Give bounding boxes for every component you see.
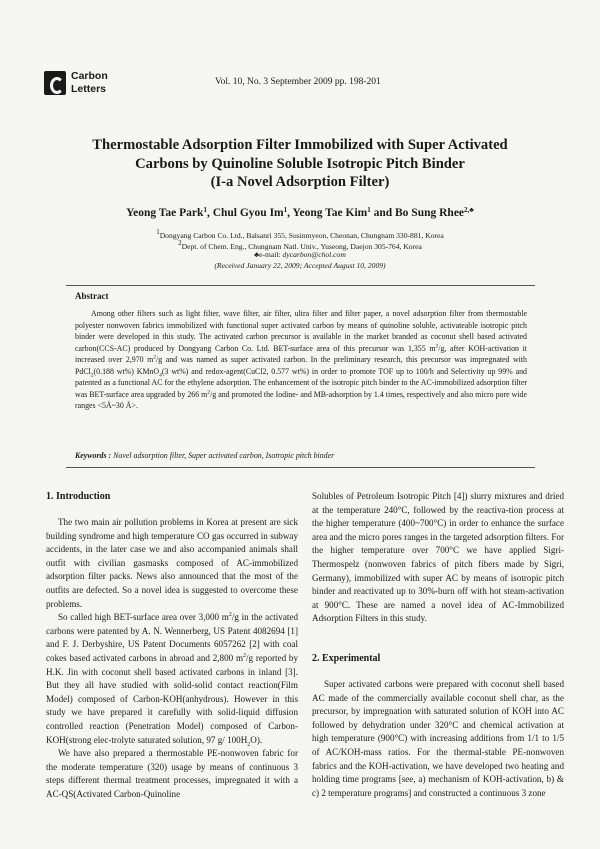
volume-info: Vol. 10, No. 3 September 2009 pp. 198-201 xyxy=(215,77,381,87)
text-fragment: So called high BET-surface area over 3,000 m xyxy=(58,612,229,623)
title-line: Thermostable Adsorption Filter Immobilized with Super Activated xyxy=(92,137,508,153)
journal-name-line1: Carbon xyxy=(71,70,108,82)
section-gap xyxy=(312,639,564,652)
section-heading-experimental: 2. Experimental xyxy=(312,652,381,664)
email-label: ♣e-mail: xyxy=(254,250,283,259)
subscript: 2 xyxy=(247,741,251,748)
abstract-fragment: Among other filters such as light filter, wave filter, air filter, ultra filter and filter paper, a novel adsorption filter from thermostable polyester nonwoven fabrics immobilized with functional super activated carbon by means of quinoline soluble, activateable isotropic pitch binder were developed in this study. The activated carbon precursor is available in the market branded as coconut shell based activated carbon(CCS-AC) produced by Dongyang Carbon Co. Ltd. BET-surface area of this precursor was 1,355 m xyxy=(75,309,527,353)
text-fragment: /g in the activated carbons were patented by A. N. Wennerberg, US Patent 4082694 [1] and F. J. Derbyshire, US Patent Documents 6057262 [2] with coal cokes based activated carbons in abroad and 2,800 m xyxy=(46,612,298,663)
author-list xyxy=(40,206,560,219)
journal-logo xyxy=(44,70,106,100)
abstract-fragment: /g and promoted the Iodine- and MB-adsorption by 1.4 times, respectively and also micro pore wide ranges <5Å~30 Å>. xyxy=(75,389,527,410)
abstract-top-rule xyxy=(66,285,535,286)
received-dates: (Received January 22, 2009; Accepted August 10, 2009) xyxy=(214,261,386,270)
paragraph: The two main air pollution problems in Korea at present are sick building syndrome and high temperature CO gas occurred in subway accidents, in the later case we and also accompanied animals shall outfit with civilian gasmasks composed of AC-immobilized adsorption filter packs. News also announced that the most of the outfits are defected. So a novel idea is suggested to overcome these problems. xyxy=(46,517,298,609)
author-name: Yeong Tae Park xyxy=(126,207,204,219)
title-line: Carbons by Quinoline Soluble Isotropic Pitch Binder xyxy=(135,155,465,172)
journal-name-line2: Letters xyxy=(71,83,107,95)
abstract-fragment: (0.188 wt%) KMnO xyxy=(93,366,160,376)
abstract-text xyxy=(75,308,527,412)
journal-name xyxy=(71,70,131,96)
paragraph xyxy=(46,611,298,747)
superscript: 2 xyxy=(153,354,157,361)
author-name: Yeong Tae Kim xyxy=(292,207,368,219)
paper-title xyxy=(40,136,560,192)
section-gap xyxy=(312,626,564,639)
author-affil-mark: 1 xyxy=(367,206,371,214)
text-fragment: /g reported by H.K. Jin with coconut shell based activated carbons in inland [3]. But they all have studied with solid-solid contact reaction(Film Model) composed of Carbon-KOH(anhydrous). However in this study we have prepared it carefully with solid-liquid diffusion controlled reaction (Penetration Model) composed of Carbon-KOH(strong elec-trolyte saturated solution, 97 g/ 100H xyxy=(46,652,298,745)
superscript: 2 xyxy=(228,612,232,619)
carbon-letters-logo-icon xyxy=(44,71,66,95)
keywords xyxy=(75,451,527,460)
section-heading-introduction: 1. Introduction xyxy=(46,491,111,502)
paragraph: Solubles of Petroleum Isotropic Pitch [4]) slurry mixtures and dried at the temperature 240°C, followed by the reactiva-tion process at the higher temperature (400~700°C) in order to enhance the surface area and the micro pores ranges in the targeted adsorption filters. For the higher temperature over 700°C we have applied Sigri-Thermospelz (nonwoven fabrics of pitch fibers made by Sigri, Germany), immobilized with super AC by means of isotropic pitch binder and reactivated up to 30%-burn off with hot steam-activation at 900°C. These are named a novel idea of AC-Immobilized Adsorption Filters in this study. xyxy=(312,491,564,624)
abstract-heading: Abstract xyxy=(75,291,109,301)
abstract-fragment: /g, after KOH-activation it increased over 2,970 m xyxy=(75,343,527,364)
left-column xyxy=(46,490,298,801)
author-affil-mark: 1 xyxy=(203,206,207,214)
author-name: Bo Sung Rhee xyxy=(395,207,465,219)
superscript: 2 xyxy=(435,342,439,349)
abstract-fragment: (3 wt%) and redox-agent(CuCl2, 0.577 wt%) in order to promote TOF up to 100/h and Selectivity up 99% and patented as a functional AC for the ethylene adsorption. The enhancement of the isotropic pitch binder to the AC-immobilized adsorption filter was BET-surface area upgraded by 266 m xyxy=(75,366,528,399)
subscript: 2 xyxy=(90,372,94,379)
keywords-text: Novel adsorption filter, Super activated carbon, Isotropic pitch binder xyxy=(113,451,335,460)
corresponding-email xyxy=(40,250,560,260)
author-affil-mark: 1 xyxy=(283,206,288,214)
affil-mark: 2 xyxy=(178,239,182,247)
author-sep: , xyxy=(287,207,293,219)
author-affil-mark: 2,♣ xyxy=(464,206,474,214)
paragraph: We have also prepared a thermostable PE-nonwoven fabric for the moderate temperature (320) usage by means of continuous 3 steps different thermal treatment processes, impregnated it with a AC-QS(Activated Carbon-Quinoline xyxy=(46,748,298,799)
superscript: 2 xyxy=(243,652,247,659)
right-column xyxy=(312,490,564,800)
abstract-fragment: /g and was named as super activated carbon. In the preliminary research, this precursor was impregnated with PdCl xyxy=(75,355,528,376)
email-link[interactable]: dycarbon@chol.com xyxy=(282,250,346,259)
paragraph: Super activated carbons were prepared with coconut shell based AC made of the commercially available coconut shell char, as the precursor, by impregnation with saturated solution of KOH into AC followed by dehydration under 320°C and chemical activation at high temperature (900°C) with increasing additions from 1/1 to 1/5 of AC/KOH-mass ratios. For the thermal-stable PE-nonwoven fabrics and the KOH-activation, we have developed two heating and holding time programs [see, a) mechanism of KOH-activation, b) & c) 2 temperature programs] and constructed a continuous 3 zone xyxy=(312,678,564,798)
author-sep: and xyxy=(370,207,396,219)
author-name: Chul Gyou Im xyxy=(212,207,284,219)
affil-text: Dongyang Carbon Co. Ltd., Balsanri 355, Susinmyeon, Cheonan, Chungnam 330-881, Korea xyxy=(159,231,444,240)
author-sep: , xyxy=(206,207,213,219)
title-line: (I-a Novel Adsorption Filter) xyxy=(210,174,390,190)
text-fragment: O). xyxy=(250,734,263,745)
affil-text: Dept. of Chem. Eng., Chungnam Natl. Univ., Yuseong, Daejon 305-764, Korea xyxy=(181,242,422,251)
superscript: 2 xyxy=(207,388,211,395)
keywords-label: Keywords : xyxy=(75,451,114,460)
abstract-bottom-rule xyxy=(66,467,535,468)
affil-mark: 1 xyxy=(156,228,160,236)
subscript: 4 xyxy=(159,372,162,379)
